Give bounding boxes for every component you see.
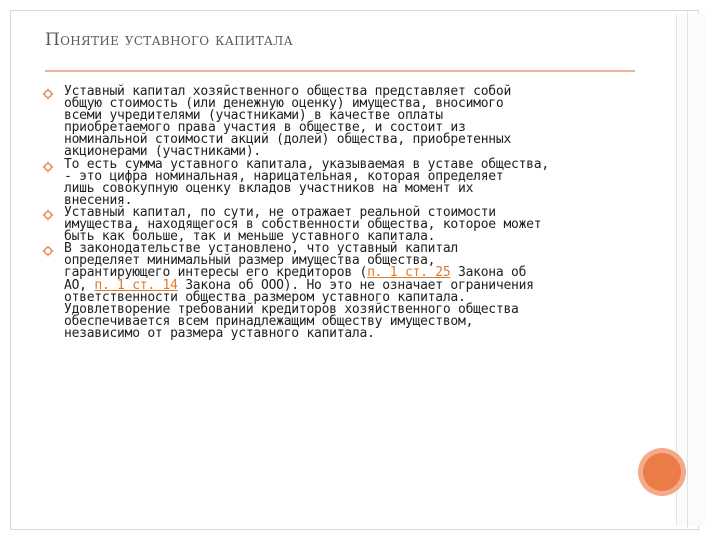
side-rule [687,10,688,528]
law-link-ao[interactable]: п. 1 ст. 25 [367,265,451,281]
bullet-text: То есть сумма уставного капитала, указываемая в уставе общества, - это цифра номинальная, нарицательная, которая определяет лишь совокупную оценку вкладов участников на момент их внесения. [64,156,549,208]
law-link-ooo[interactable]: п. 1 ст. 14 [94,277,178,293]
ornament-bullet-icon [42,209,54,221]
slide-title: Понятие уставного капитала [45,30,294,50]
bullet-text: В законодательстве установлено, что уставный капитал определяет минимальный размер имущества общества, гарантирующего интересы его кредиторов (п. 1 ст. 25 Закона об АО, п. 1 ст. 14 Закона об ООО). Но это не означает ограничения ответственности общества размером уставного капитала. Удовлетворение требований кредиторов хозяйственного общества обеспечивается всем принадлежащим обществу имуществом, независимо от размера уставного капитала. [64,241,534,341]
ornament-bullet-icon [42,161,54,173]
ornament-bullet-icon [42,88,54,100]
ornament-bullet-icon [42,245,54,257]
side-band [676,14,705,526]
title-underline [45,70,635,72]
list-item [42,86,627,159]
bullet-text: Уставный капитал, по сути, не отражает реальной стоимости имущества, находящегося в собственности общества, которое может быть как больше, так и меньше уставного капитала. [64,204,542,245]
list-item [42,156,627,208]
bullet-list [42,86,627,340]
list-item [42,243,627,340]
bullet-text: Уставный капитал хозяйственного общества представляет собой общую стоимость (или денежную оценку) имущества, вносимого всеми учредителями (участниками) в качестве оплаты приобретаемого права участия в обществе, и состоит из номинальной стоимости акций (долей) общества, приобретенных акционерами (участниками). [64,84,512,160]
list-item [42,204,627,245]
decorative-circle-inner [643,453,681,491]
